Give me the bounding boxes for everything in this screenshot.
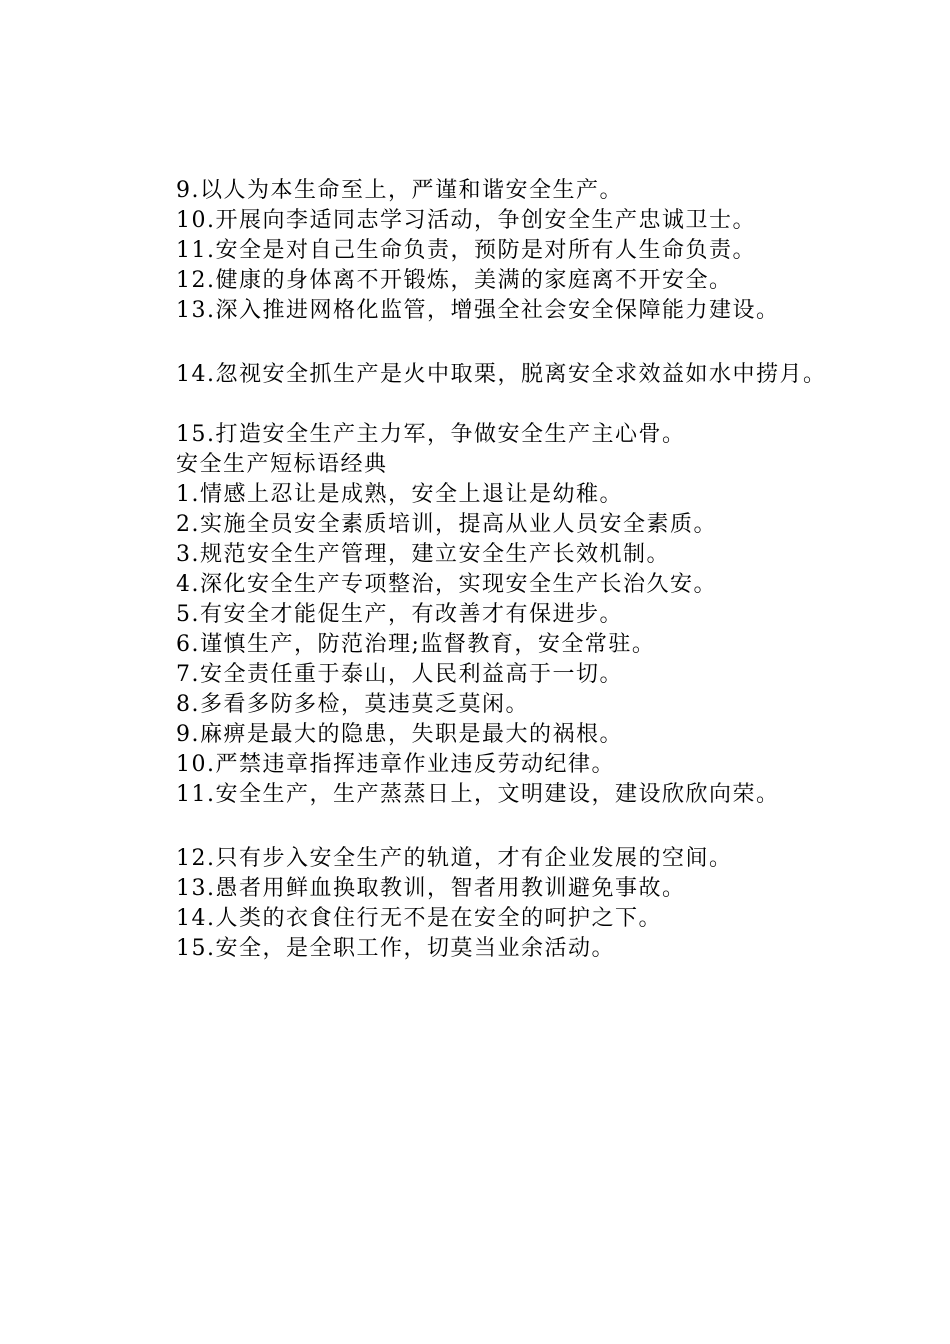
slogan-line: 15.打造安全生产主力军，争做安全生产主心骨。 <box>176 422 686 447</box>
slogan-line: 9.以人为本生命至上，严谨和谐安全生产。 <box>176 178 623 203</box>
section-heading: 安全生产短标语经典 <box>176 452 388 477</box>
slogan-line: 11.安全生产，生产蒸蒸日上，文明建设，建设欣欣向荣。 <box>176 782 780 807</box>
slogan-line: 8.多看多防多检，莫违莫乏莫闲。 <box>176 692 529 717</box>
slogan-line: 5.有安全才能促生产，有改善才有保进步。 <box>176 602 623 627</box>
slogan-line: 13.深入推进网格化监管，增强全社会安全保障能力建设。 <box>176 298 780 323</box>
slogan-line: 4.深化安全生产专项整治，实现安全生产长治久安。 <box>176 572 717 597</box>
slogan-line-wrapped: 14.忽视安全抓生产是火中取栗，脱离安全求效益如水中捞月。 <box>176 362 827 387</box>
slogan-line: 12.只有步入安全生产的轨道，才有企业发展的空间。 <box>176 846 733 871</box>
slogan-line: 11.安全是对自己生命负责，预防是对所有人生命负责。 <box>176 238 756 263</box>
slogan-line: 6.谨慎生产，防范治理;监督教育，安全常驻。 <box>176 632 656 657</box>
slogan-line: 10.严禁违章指挥违章作业违反劳动纪律。 <box>176 752 615 777</box>
slogan-line: 14.人类的衣食住行无不是在安全的呵护之下。 <box>176 906 662 931</box>
slogan-line: 9.麻痹是最大的隐患，失职是最大的祸根。 <box>176 722 623 747</box>
slogan-line: 12.健康的身体离不开锻炼，美满的家庭离不开安全。 <box>176 268 733 293</box>
slogan-line: 3.规范安全生产管理，建立安全生产长效机制。 <box>176 542 670 567</box>
slogan-line: 15.安全，是全职工作，切莫当业余活动。 <box>176 936 615 961</box>
slogan-line: 13.愚者用鲜血换取教训，智者用教训避免事故。 <box>176 876 686 901</box>
slogan-line: 10.开展向李适同志学习活动，争创安全生产忠诚卫士。 <box>176 208 756 233</box>
slogan-line: 2.实施全员安全素质培训，提高从业人员安全素质。 <box>176 512 717 537</box>
slogan-line: 1.情感上忍让是成熟，安全上退让是幼稚。 <box>176 482 623 507</box>
slogan-line: 7.安全责任重于泰山，人民利益高于一切。 <box>176 662 623 687</box>
